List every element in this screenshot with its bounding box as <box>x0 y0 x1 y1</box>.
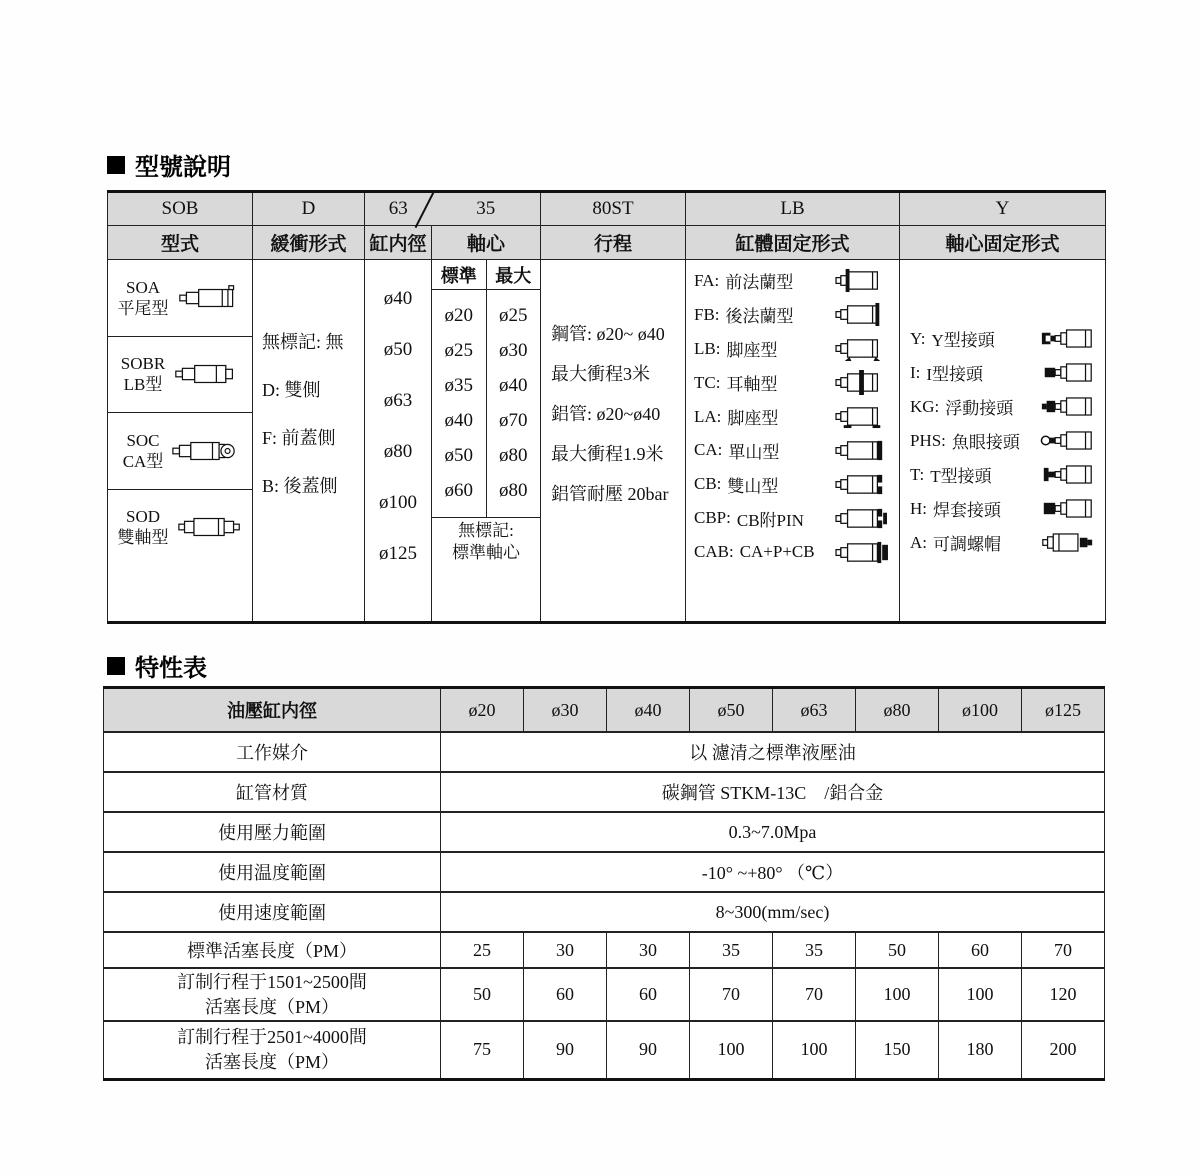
black-square-icon <box>107 156 125 174</box>
rear-flange-cylinder-icon <box>833 302 891 327</box>
bore-value: ø100 <box>379 491 417 513</box>
header-bore-30: ø30 <box>524 688 607 733</box>
stroke-column <box>541 260 686 623</box>
row-value: 碳鋼管 STKM-13C /鋁合金 <box>441 772 1105 812</box>
code-cell-lb: LB <box>686 192 900 226</box>
row-custom-stroke-2501-4000 <box>104 1021 1105 1079</box>
code-cell-sob: SOB <box>108 192 253 226</box>
label-type: 型式 <box>108 226 253 260</box>
row-label: 工作媒介 <box>104 732 441 772</box>
type-sobr-label: SOBR LB型 <box>120 354 166 395</box>
cell-value: 35 <box>690 932 773 968</box>
row-value: -10° ~+80° （℃） <box>441 852 1105 892</box>
body-mount-column <box>686 260 900 623</box>
row-label: 標準活塞長度（PM） <box>104 932 441 968</box>
cell-value: 50 <box>856 932 939 968</box>
stroke-line: 最大衝程3米 <box>551 363 650 384</box>
shaft-max-header: 最大 <box>495 265 532 286</box>
bore-list <box>365 260 431 593</box>
soa-flat-tail-cylinder-icon <box>177 283 243 313</box>
front-flange-cylinder-icon <box>833 268 891 293</box>
row-standard-piston-length <box>104 932 1105 968</box>
row-label: 使用速度範圍 <box>104 892 441 932</box>
rod-mount-item-h: H: 焊套接頭 <box>910 496 1095 521</box>
trunnion-cylinder-icon <box>833 370 891 395</box>
label-cushion: 緩衝形式 <box>253 226 365 260</box>
cell-value: 35 <box>773 932 856 968</box>
rod-mount-item-t: T: T型接頭 <box>910 462 1095 487</box>
type-soa-label: SOA 平尾型 <box>117 277 169 318</box>
row-label: 訂制行程于1501~2500間 活塞長度（PM） <box>104 968 441 1021</box>
foot-mount-la-cylinder-icon <box>833 404 891 429</box>
type-item-sobr <box>108 337 252 414</box>
row-value: 以 濾清之標準液壓油 <box>441 732 1105 772</box>
row-label: 使用温度範圍 <box>104 852 441 892</box>
soc-ca-cylinder-icon <box>171 436 237 466</box>
cell-value: 60 <box>939 932 1022 968</box>
body-mount-item-lb: LB: 脚座型 <box>694 332 891 366</box>
weld-sleeve-joint-cylinder-icon <box>1040 496 1095 521</box>
section-title-model <box>107 147 231 182</box>
shaft-column <box>432 260 541 623</box>
header-bore-50: ø50 <box>690 688 773 733</box>
shaft-max-values: ø25 ø30 ø40 ø70 ø80 ø80 <box>499 304 528 502</box>
t-joint-cylinder-icon <box>1040 462 1095 487</box>
shaft-standard-values: ø20 ø25 ø35 ø40 ø50 ø60 <box>432 290 487 517</box>
body-mount-item-tc: TC: 耳軸型 <box>694 366 891 400</box>
model-code-table <box>107 190 1106 624</box>
adjustable-nut-cylinder-icon <box>1040 530 1095 555</box>
cell-value: 70 <box>1022 932 1105 968</box>
cell-value: 30 <box>607 932 690 968</box>
fisheye-joint-cylinder-icon <box>1040 428 1095 453</box>
header-bore-125: ø125 <box>1022 688 1105 733</box>
bore-column <box>365 260 432 623</box>
rod-mount-item-y: Y: Y型接頭 <box>910 326 1095 351</box>
bore-value: ø40 <box>383 288 413 310</box>
cell-value: 90 <box>607 1021 690 1079</box>
characteristics-table <box>103 686 1105 1081</box>
shaft-standard-header: 標準 <box>432 260 487 289</box>
foot-mount-cylinder-icon <box>833 336 891 361</box>
rod-mount-item-kg: KG: 浮動接頭 <box>910 394 1095 419</box>
clevis-with-pin-cylinder-icon <box>833 506 891 531</box>
shaft-note: 無標記: 標準軸心 <box>432 517 540 565</box>
bore-value: ø63 <box>383 390 413 412</box>
stroke-notes <box>541 260 685 565</box>
code-cell-d: D <box>253 192 365 226</box>
cell-value: 70 <box>773 968 856 1021</box>
cushion-option: 無標記: 無 <box>262 331 344 352</box>
type-item-sod <box>108 490 252 566</box>
row-label: 缸管材質 <box>104 772 441 812</box>
code-cell-y: Y <box>900 192 1106 226</box>
header-bore-100: ø100 <box>939 688 1022 733</box>
type-item-soc <box>108 413 252 490</box>
stroke-line: 鋼管: ø20~ ø40 <box>551 323 665 344</box>
clevis-combo-cylinder-icon <box>833 540 891 565</box>
row-custom-stroke-1501-2500 <box>104 968 1105 1021</box>
body-mount-item-ca: CA: 單山型 <box>694 433 891 467</box>
cushion-column <box>253 260 365 623</box>
type-column <box>108 260 253 623</box>
type-soc-label: SOC CA型 <box>122 430 164 471</box>
row-working-medium <box>104 732 1105 772</box>
cushion-option: B: 後蓋側 <box>262 475 338 496</box>
black-square-icon <box>107 657 125 675</box>
label-bore: 缸内徑 <box>365 226 432 260</box>
label-stroke: 行程 <box>541 226 686 260</box>
cell-value: 30 <box>524 932 607 968</box>
type-item-soa <box>108 260 252 337</box>
row-pressure-range <box>104 812 1105 852</box>
row-tube-material <box>104 772 1105 812</box>
label-shaft: 軸心 <box>432 226 541 260</box>
shaft-subheader <box>432 260 540 290</box>
cell-value: 50 <box>441 968 524 1021</box>
rod-mount-item-a: A: 可調螺帽 <box>910 530 1095 555</box>
cell-value: 75 <box>441 1021 524 1079</box>
cell-value: 100 <box>690 1021 773 1079</box>
header-bore-label: 油壓缸内徑 <box>104 688 441 733</box>
cushion-option: F: 前蓋側 <box>262 427 336 448</box>
section-title-characteristics <box>107 648 207 683</box>
cushion-option: D: 雙側 <box>262 379 321 400</box>
stroke-line: 鋁管: ø20~ø40 <box>551 403 661 424</box>
model-label-row <box>108 226 1106 260</box>
code-cell-35 <box>432 192 541 226</box>
cell-value: 60 <box>607 968 690 1021</box>
row-label: 使用壓力範圍 <box>104 812 441 852</box>
header-bore-20: ø20 <box>441 688 524 733</box>
stroke-line: 最大衝程1.9米 <box>551 443 664 464</box>
cell-value: 200 <box>1022 1021 1105 1079</box>
bore-value: ø80 <box>383 440 413 462</box>
y-joint-cylinder-icon <box>1040 326 1095 351</box>
cell-value: 100 <box>856 968 939 1021</box>
label-body-mount: 缸體固定形式 <box>686 226 900 260</box>
sobr-lb-cylinder-icon <box>173 359 239 389</box>
body-mount-item-cbp: CBP: CB附PIN <box>694 501 891 535</box>
row-temperature-range <box>104 852 1105 892</box>
section1-title-text: 型號說明 <box>135 154 231 181</box>
cell-value: 100 <box>939 968 1022 1021</box>
rod-mount-item-i: I: I型接頭 <box>910 360 1095 385</box>
cell-value: 120 <box>1022 968 1105 1021</box>
row-value: 0.3~7.0Mpa <box>441 812 1105 852</box>
cell-value: 70 <box>690 968 773 1021</box>
body-mount-item-la: LA: 脚座型 <box>694 400 891 434</box>
i-joint-cylinder-icon <box>1040 360 1095 385</box>
header-bore-63: ø63 <box>773 688 856 733</box>
body-mount-item-fa: FA: 前法蘭型 <box>694 264 891 298</box>
bore-value: ø50 <box>383 339 413 361</box>
section2-title-text: 特性表 <box>135 655 207 682</box>
model-code-row <box>108 192 1106 226</box>
cell-value: 100 <box>773 1021 856 1079</box>
type-sod-label: SOD 雙軸型 <box>117 507 169 548</box>
floating-joint-cylinder-icon <box>1040 394 1095 419</box>
sod-double-rod-cylinder-icon <box>177 512 243 542</box>
rod-mount-item-phs: PHS: 魚眼接頭 <box>910 428 1095 453</box>
body-mount-item-cb: CB: 雙山型 <box>694 467 891 501</box>
rod-mount-column <box>900 260 1106 623</box>
cell-value: 150 <box>856 1021 939 1079</box>
code-35-text: 35 <box>476 198 496 219</box>
cushion-options <box>253 260 364 565</box>
body-mount-item-cab: CAB: CA+P+CB <box>694 535 891 569</box>
header-bore-80: ø80 <box>856 688 939 733</box>
stroke-line: 鋁管耐壓 20bar <box>551 483 669 504</box>
row-speed-range <box>104 892 1105 932</box>
cell-value: 180 <box>939 1021 1022 1079</box>
cell-value: 25 <box>441 932 524 968</box>
cell-value: 90 <box>524 1021 607 1079</box>
single-clevis-cylinder-icon <box>833 438 891 463</box>
double-clevis-cylinder-icon <box>833 472 891 497</box>
characteristics-header-row <box>104 688 1105 733</box>
row-value: 8~300(mm/sec) <box>441 892 1105 932</box>
bore-value: ø125 <box>379 542 417 564</box>
code-cell-63: 63 <box>365 192 432 226</box>
body-mount-item-fb: FB: 後法蘭型 <box>694 298 891 332</box>
label-rod-mount: 軸心固定形式 <box>900 226 1106 260</box>
header-bore-40: ø40 <box>607 688 690 733</box>
row-label: 訂制行程于2501~4000間 活塞長度（PM） <box>104 1021 441 1079</box>
cell-value: 60 <box>524 968 607 1021</box>
code-cell-80st: 80ST <box>541 192 686 226</box>
